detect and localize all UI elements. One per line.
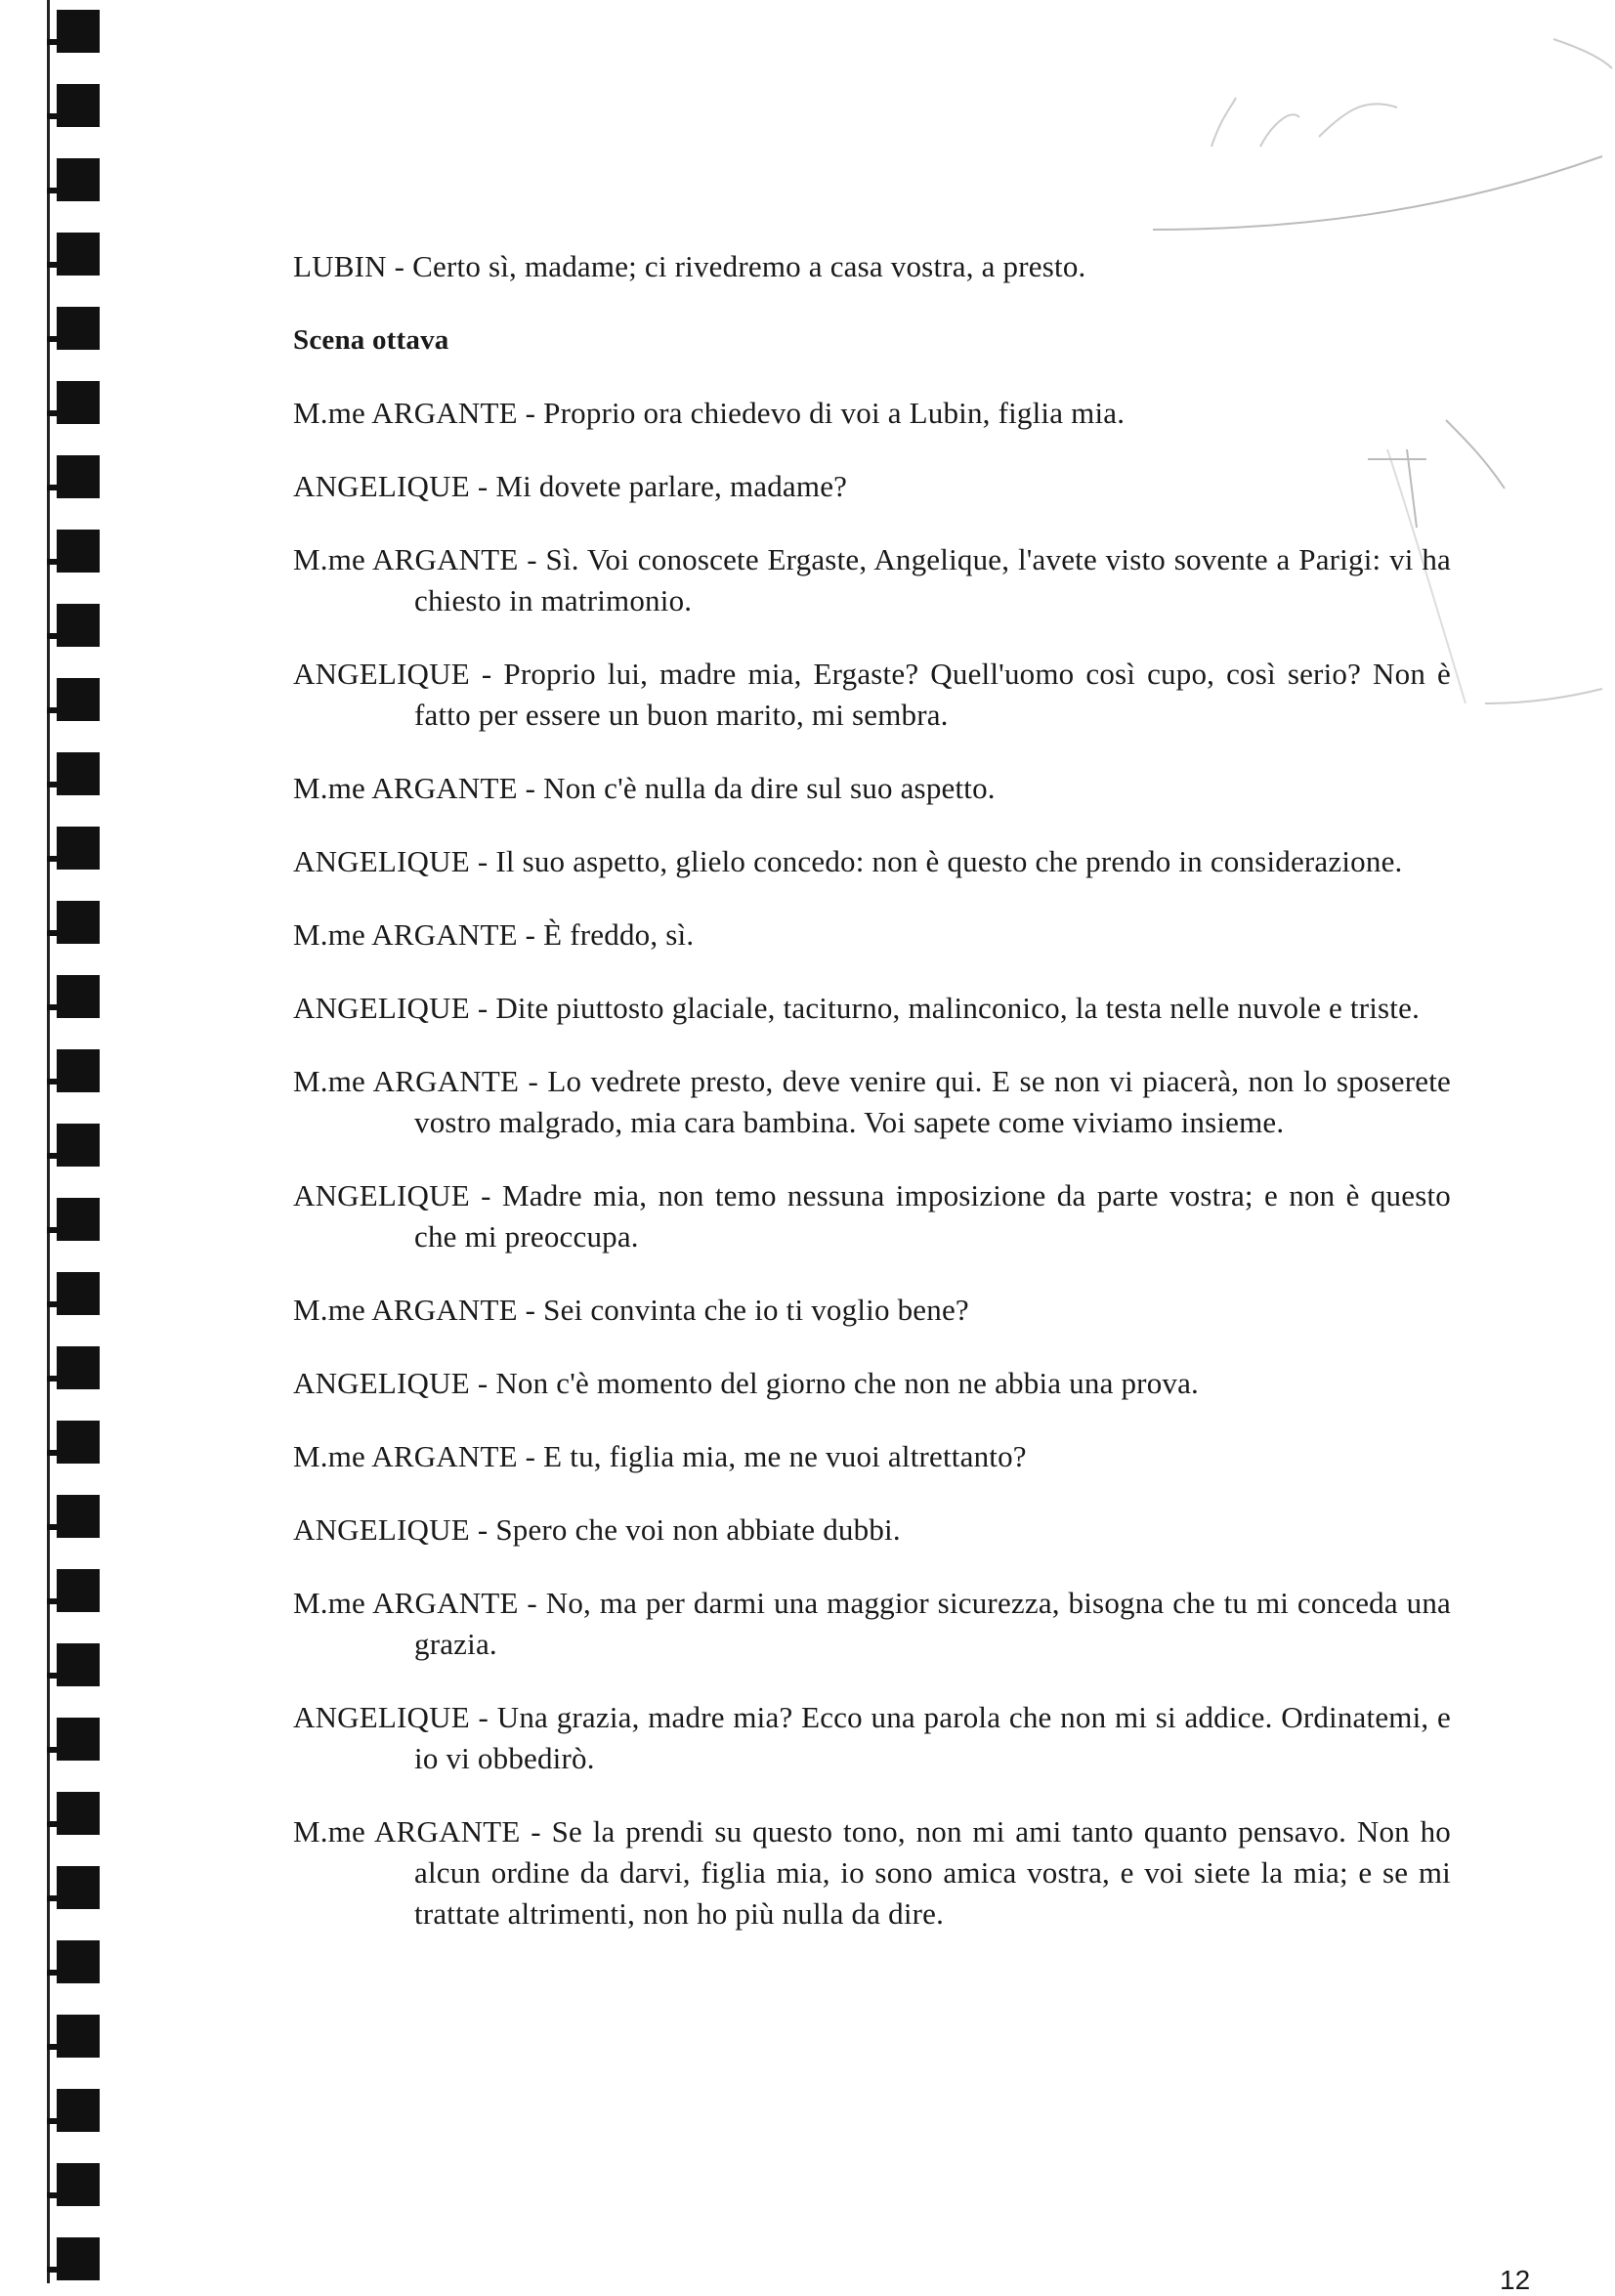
dialogue-line bbox=[293, 914, 1451, 956]
dialogue-text: Una grazia, madre mia? Ecco una parola che non mi si addice. Ordinatemi, e io vi obbedirò. bbox=[414, 1700, 1451, 1775]
dialogue-text: Spero che voi non abbiate dubbi. bbox=[495, 1512, 901, 1547]
dialogue-line bbox=[293, 1436, 1451, 1477]
separator: - bbox=[517, 771, 544, 805]
speaker-name: ANGELIQUE bbox=[293, 657, 470, 691]
dialogue-text: Il suo aspetto, glielo concedo: non è questo che prendo in considerazione. bbox=[495, 844, 1403, 878]
speaker-name: ANGELIQUE bbox=[293, 1178, 470, 1212]
separator: - bbox=[517, 1293, 544, 1327]
dialogue-line bbox=[293, 1509, 1451, 1551]
dialogue-line bbox=[293, 1363, 1451, 1404]
dialogue-text: E tu, figlia mia, me ne vuoi altrettanto? bbox=[543, 1439, 1027, 1473]
speaker-name: M.me ARGANTE bbox=[293, 1814, 521, 1849]
dialogue-text: Proprio ora chiedevo di voi a Lubin, figlia mia. bbox=[543, 396, 1126, 430]
script-text bbox=[293, 246, 1451, 1967]
separator: - bbox=[469, 657, 504, 691]
dialogue-line bbox=[293, 1583, 1451, 1665]
speaker-name: ANGELIQUE bbox=[293, 469, 470, 503]
separator: - bbox=[517, 396, 544, 430]
dialogue-text: Sei convinta che io ti voglio bene? bbox=[543, 1293, 969, 1327]
dialogue-text: Mi dovete parlare, madame? bbox=[495, 469, 848, 503]
separator: - bbox=[518, 1586, 546, 1620]
separator: - bbox=[469, 1366, 496, 1400]
dialogue-line bbox=[293, 539, 1451, 621]
separator: - bbox=[469, 1512, 496, 1547]
dialogue-text: Lo vedrete presto, deve venire qui. E se non vi piacerà, non lo sposerete vostro malgrado, mia cara bambina. Voi sapete come viviamo insieme. bbox=[414, 1064, 1451, 1139]
dialogue-line bbox=[293, 1811, 1451, 1935]
separator: - bbox=[518, 542, 546, 576]
dialogue-line bbox=[293, 841, 1451, 882]
speaker-name: M.me ARGANTE bbox=[293, 1439, 518, 1473]
page-number: 12 bbox=[1500, 2265, 1531, 2295]
speaker-name: ANGELIQUE bbox=[293, 991, 470, 1025]
speaker-name: M.me ARGANTE bbox=[293, 542, 519, 576]
separator: - bbox=[520, 1814, 552, 1849]
dialogue-text: Sì. Voi conoscete Ergaste, Angelique, l'avete visto sovente a Parigi: vi ha chiesto in matrimonio. bbox=[414, 542, 1451, 617]
dialogue-text: No, ma per darmi una maggior sicurezza, bisogna che tu mi conceda una grazia. bbox=[414, 1586, 1451, 1661]
separator: - bbox=[517, 1439, 544, 1473]
dialogue-text: Non c'è nulla da dire sul suo aspetto. bbox=[543, 771, 996, 805]
separator: - bbox=[469, 469, 496, 503]
separator: - bbox=[469, 1178, 502, 1212]
dialogue-line bbox=[293, 1697, 1451, 1779]
separator: - bbox=[517, 917, 544, 952]
dialogue-line bbox=[293, 1175, 1451, 1257]
dialogue-text: Madre mia, non temo nessuna imposizione da parte vostra; e non è questo che mi preoccupa. bbox=[414, 1178, 1451, 1254]
dialogue-text: È freddo, sì. bbox=[543, 917, 695, 952]
dialogue-text: Proprio lui, madre mia, Ergaste? Quell'uomo così cupo, così serio? Non è fatto per essere un buon marito, mi sembra. bbox=[414, 657, 1451, 732]
speaker-name: ANGELIQUE bbox=[293, 1512, 470, 1547]
speaker-name: M.me ARGANTE bbox=[293, 771, 518, 805]
separator: - bbox=[519, 1064, 548, 1098]
separator: - bbox=[469, 844, 496, 878]
speaker-name: M.me ARGANTE bbox=[293, 1586, 519, 1620]
dialogue-text: Non c'è momento del giorno che non ne abbia una prova. bbox=[495, 1366, 1200, 1400]
dialogue-line bbox=[293, 246, 1451, 287]
dialogue-line bbox=[293, 768, 1451, 809]
dialogue-text: Se la prendi su questo tono, non mi ami tanto quanto pensavo. Non ho alcun ordine da darvi, figlia mia, io sono amica vostra, e voi siete la mia; e se mi trattate altrimenti, non ho più nulla da dire. bbox=[414, 1814, 1451, 1931]
speaker-name: M.me ARGANTE bbox=[293, 1293, 518, 1327]
dialogue-line bbox=[293, 988, 1451, 1029]
scene-heading: Scena ottava bbox=[293, 324, 449, 356]
dialogue-text: Certo sì, madame; ci rivedremo a casa vostra, a presto. bbox=[412, 249, 1086, 283]
dialogue-line bbox=[293, 1290, 1451, 1331]
speaker-name: M.me ARGANTE bbox=[293, 917, 518, 952]
speaker-name: M.me ARGANTE bbox=[293, 396, 518, 430]
separator: - bbox=[386, 249, 413, 283]
dialogue-line bbox=[293, 1061, 1451, 1143]
separator: - bbox=[469, 991, 496, 1025]
separator: - bbox=[469, 1700, 497, 1734]
speaker-name: LUBIN bbox=[293, 249, 387, 283]
dialogue-line bbox=[293, 466, 1451, 507]
dialogue-line bbox=[293, 393, 1451, 434]
dialogue-text: Dite piuttosto glaciale, taciturno, malinconico, la testa nelle nuvole e triste. bbox=[495, 991, 1421, 1025]
speaker-name: ANGELIQUE bbox=[293, 844, 470, 878]
speaker-name: ANGELIQUE bbox=[293, 1366, 470, 1400]
speaker-name: M.me ARGANTE bbox=[293, 1064, 520, 1098]
speaker-name: ANGELIQUE bbox=[293, 1700, 470, 1734]
dialogue-line bbox=[293, 654, 1451, 736]
